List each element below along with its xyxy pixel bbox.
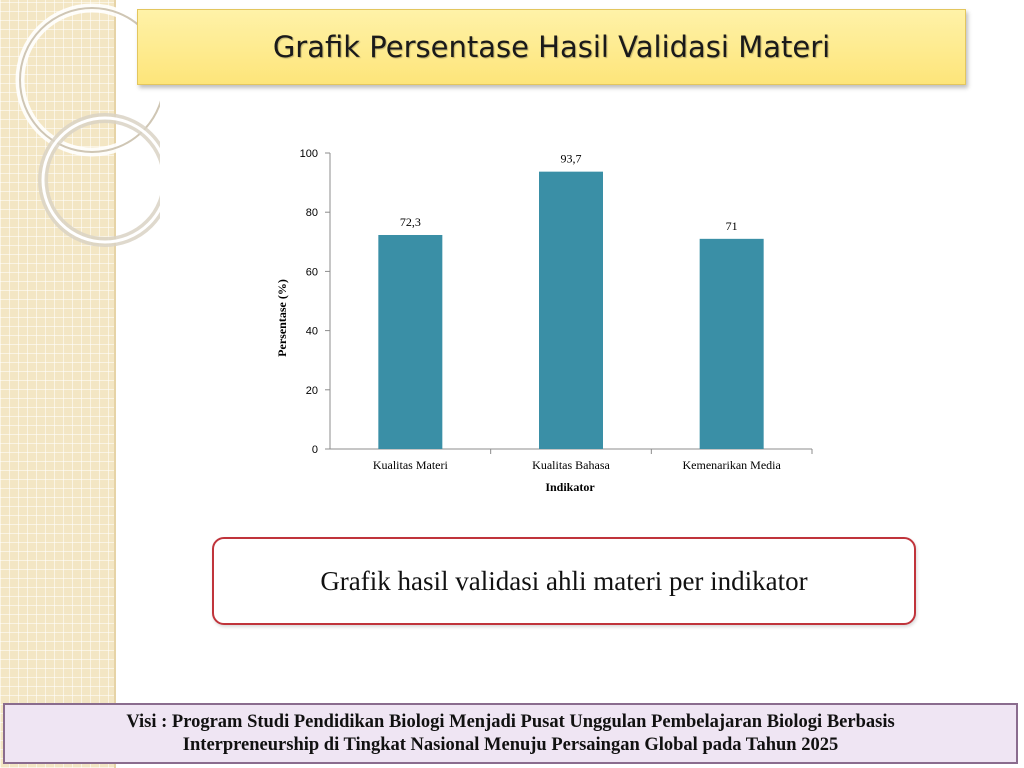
bar-chart: [260, 135, 830, 505]
footer-line-1: Visi : Program Studi Pendidikan Biologi Menjadi Pusat Unggulan Pembelajaran Biologi Berbasis: [126, 711, 895, 732]
bar-value-label: 72,3: [399, 214, 421, 229]
chart-caption: Grafik hasil validasi ahli materi per indikator: [320, 565, 808, 596]
y-tick-label: 100: [299, 148, 318, 160]
x-axis-label: Indikator: [545, 480, 595, 494]
title-banner: [137, 9, 966, 85]
y-tick-label: 60: [305, 266, 318, 279]
page-title: Grafik Persentase Hasil Validasi Materi: [272, 30, 831, 64]
bar: [378, 235, 442, 449]
bar-value-label: 93,7: [560, 151, 582, 166]
y-tick-label: 20: [305, 384, 318, 397]
bars: [373, 152, 782, 472]
bar: [700, 239, 764, 449]
vision-footer: [3, 703, 1018, 764]
y-tick-label: 0: [311, 444, 318, 456]
bar: [539, 172, 603, 449]
x-category-label: Kualitas Bahasa: [532, 458, 610, 472]
caption-box: [212, 537, 916, 625]
decorative-circles: [0, 0, 160, 260]
y-tick-label: 40: [305, 325, 318, 338]
footer-line-2: Interpreneurship di Tingkat Nasional Menuju Persaingan Global pada Tahun 2025: [182, 734, 839, 755]
x-category-label: Kualitas Materi: [372, 458, 448, 472]
y-tick-label: 80: [305, 207, 318, 220]
bar-value-label: 71: [725, 218, 738, 233]
x-category-label: Kemenarikan Media: [682, 458, 781, 472]
y-axis-label: Persentase (%): [275, 279, 289, 357]
